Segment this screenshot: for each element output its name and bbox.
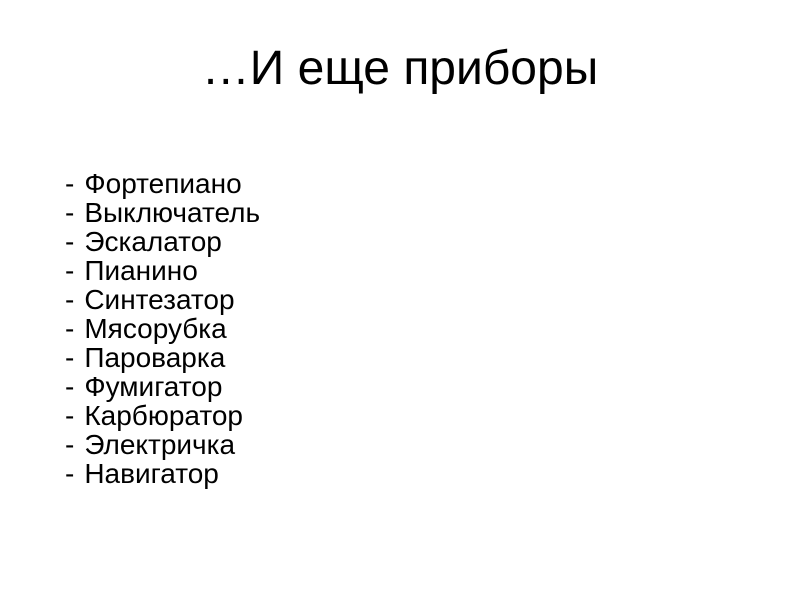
dash-bullet: - (65, 400, 75, 431)
dash-bullet: - (65, 255, 75, 286)
slide-title: …И еще приборы (201, 42, 599, 95)
list-item (65, 459, 260, 488)
list-item (65, 198, 260, 227)
list-item (65, 343, 260, 372)
list-item (65, 227, 260, 256)
list-item (65, 256, 260, 285)
dash-bullet: - (65, 371, 75, 402)
list-item (65, 314, 260, 343)
list-item-label: Пароварка (84, 342, 226, 373)
list-item (65, 372, 260, 401)
dash-bullet: - (65, 429, 75, 460)
device-list (65, 169, 260, 488)
dash-bullet: - (65, 226, 75, 257)
list-item-label: Эскалатор (84, 226, 222, 257)
dash-bullet: - (65, 168, 75, 199)
dash-bullet: - (65, 197, 75, 228)
list-item-label: Фортепиано (84, 168, 242, 199)
dash-bullet: - (65, 342, 75, 373)
dash-bullet: - (65, 458, 75, 489)
list-item-label: Выключатель (84, 197, 261, 228)
dash-bullet: - (65, 313, 75, 344)
list-item-label: Мясорубка (84, 313, 227, 344)
list-item (65, 430, 260, 459)
list-item (65, 169, 260, 198)
list-item-label: Синтезатор (84, 284, 235, 315)
list-item (65, 285, 260, 314)
list-item-label: Пианино (84, 255, 198, 286)
dash-bullet: - (65, 284, 75, 315)
list-item (65, 401, 260, 430)
list-item-label: Фумигатор (84, 371, 223, 402)
list-item-label: Навигатор (84, 458, 219, 489)
list-item-label: Электричка (84, 429, 236, 460)
list-item-label: Карбюратор (84, 400, 244, 431)
